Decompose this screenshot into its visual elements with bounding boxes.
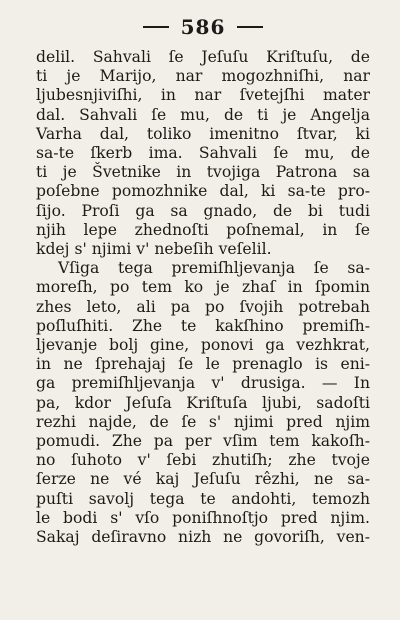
text-line: le bodi s' vſo poniſhnoſtjo pred njim. (36, 508, 370, 527)
text-line: ga premiſhljevanja v' drusiga. — In (36, 374, 370, 393)
text-line: ſerze ne vé kaj Jeſuſu rêzhi, ne sa- (36, 470, 370, 489)
text-line: njih lepe zhednoſti poſnemal, in ſe (36, 220, 370, 239)
header-rule-right (237, 26, 263, 28)
text-line: poſebne pomozhnike dal, ki sa-te pro- (36, 182, 370, 201)
page-header (36, 12, 370, 42)
text-line: no ſuhoto v' ſebi zhutiſh; zhe tvoje (36, 451, 370, 470)
text-line: zhes leto, ali pa po ſvojih potrebah (36, 297, 370, 316)
text-line: moreſh, po tem ko je zhaſ in ſpomin (36, 278, 370, 297)
text-line: sa-te ſkerb ima. Sahvali ſe mu, de (36, 144, 370, 163)
text-line: in ne ſprehajaj ſe le prenaglo is eni- (36, 355, 370, 374)
text-line: rezhi najde, de ſe s' njimi pred njim (36, 412, 370, 431)
text-line: ljubesnjiviſhi, in nar ſvetejſhi mater (36, 86, 370, 105)
text-line: delil. Sahvali ſe Jeſuſu Kriſtuſu, de (36, 48, 370, 66)
body-text (36, 48, 370, 547)
text-line: poſluſhiti. Zhe te kakſhino premiſh- (36, 316, 370, 335)
text-line: Vſiga tega premiſhljevanja ſe sa- (58, 259, 370, 278)
text-line: pomudi. Zhe pa per vſim tem kakoſh- (36, 432, 370, 451)
text-line: Sakaj deſiravno nizh ne govoriſh, ven- (36, 528, 370, 547)
header-rule-left (143, 26, 169, 28)
text-line: ti je Švetnike in tvojiga Patrona sa (36, 163, 370, 182)
text-line: Varha dal, toliko imenitno ſtvar, ki (36, 124, 370, 143)
text-line: ti je Marijo, nar mogozhniſhi, nar (36, 67, 370, 86)
text-line: puſti savolj tega te andohti, temozh (36, 489, 370, 508)
page-number: 586 (180, 15, 226, 39)
text-line: ſijo. Proſi ga sa gnado, de bi tudi (36, 201, 370, 220)
text-line: pa, kdor Jeſuſa Kriſtuſa ljubi, sadoſti (36, 393, 370, 412)
text-line: dal. Sahvali ſe mu, de ti je Angelja (36, 105, 370, 124)
text-line: ljevanje bolj gine, ponovi ga vezhkrat, (36, 336, 370, 355)
text-line: kdej s' njimi v' nebeſih veſelil. (36, 240, 272, 259)
